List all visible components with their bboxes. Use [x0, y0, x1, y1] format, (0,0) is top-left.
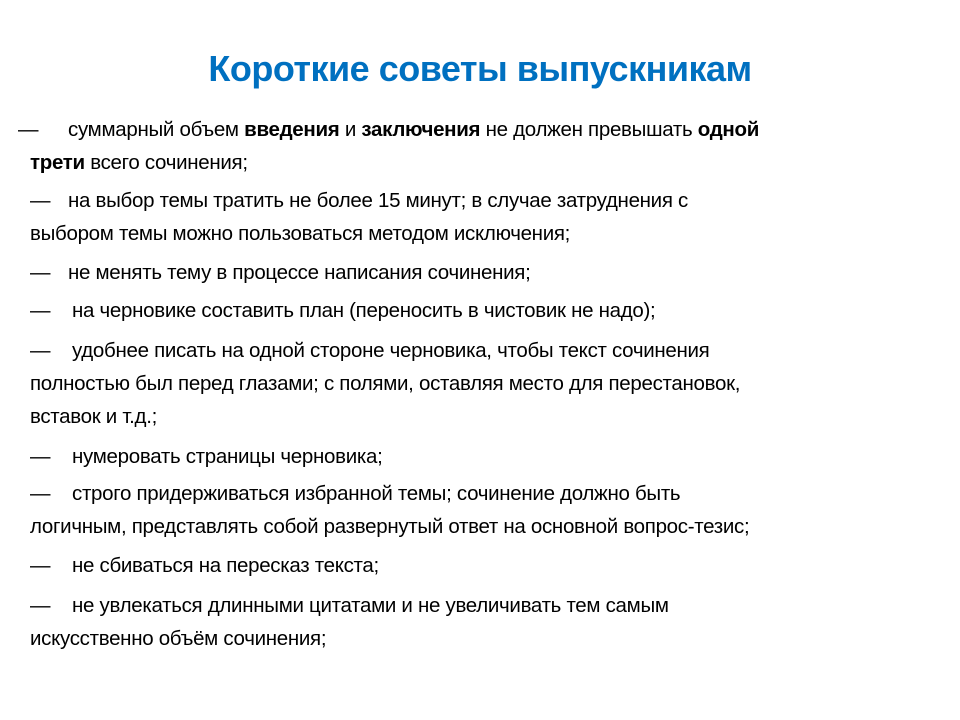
tip-text: на выбор темы тратить не более 15 минут; в случае затруднения с — [68, 189, 688, 212]
tip-item — [0, 440, 960, 473]
tip-item — [0, 294, 960, 327]
tip-text: суммарный объем введения и заключения не должен превышать одной — [68, 118, 760, 141]
dash: — — [30, 482, 51, 505]
tip-text: строго придерживаться избранной темы; сочинение должно быть — [72, 482, 681, 505]
tip-text: искусственно объём сочинения; — [30, 627, 327, 650]
slide-title: Короткие советы выпускникам — [208, 48, 752, 89]
tip-text: вставок и т.д.; — [30, 405, 158, 428]
dash: — — [30, 299, 51, 322]
tip-item — [0, 589, 960, 655]
tip-text: не менять тему в процессе написания сочинения; — [68, 261, 531, 284]
tip-item — [0, 549, 960, 582]
tip-text: логичным, представлять собой развернутый ответ на основной вопрос-тезис; — [30, 515, 750, 538]
tip-item — [0, 477, 960, 543]
tip-text: не увлекаться длинными цитатами и не увеличивать тем самым — [72, 594, 669, 617]
dash: — — [18, 118, 39, 141]
dash: — — [30, 594, 51, 617]
tip-text: полностью был перед глазами; с полями, оставляя место для перестановок, — [30, 372, 741, 395]
tip-text: нумеровать страницы черновика; — [72, 445, 383, 468]
tip-text: не сбиваться на пересказ текста; — [72, 554, 379, 577]
tip-text: удобнее писать на одной стороне черновика, чтобы текст сочинения — [72, 339, 710, 362]
dash: — — [30, 189, 51, 212]
tip-text: выбором темы можно пользоваться методом исключения; — [30, 222, 571, 245]
tip-text: трети всего сочинения; — [30, 151, 248, 174]
dash: — — [30, 445, 51, 468]
tip-item — [0, 334, 960, 433]
dash: — — [30, 261, 51, 284]
tip-item — [0, 113, 960, 179]
tip-item — [0, 184, 960, 250]
tip-text: на черновике составить план (переносить в чистовик не надо); — [72, 299, 656, 322]
dash: — — [30, 339, 51, 362]
tip-item — [0, 256, 960, 289]
dash: — — [30, 554, 51, 577]
